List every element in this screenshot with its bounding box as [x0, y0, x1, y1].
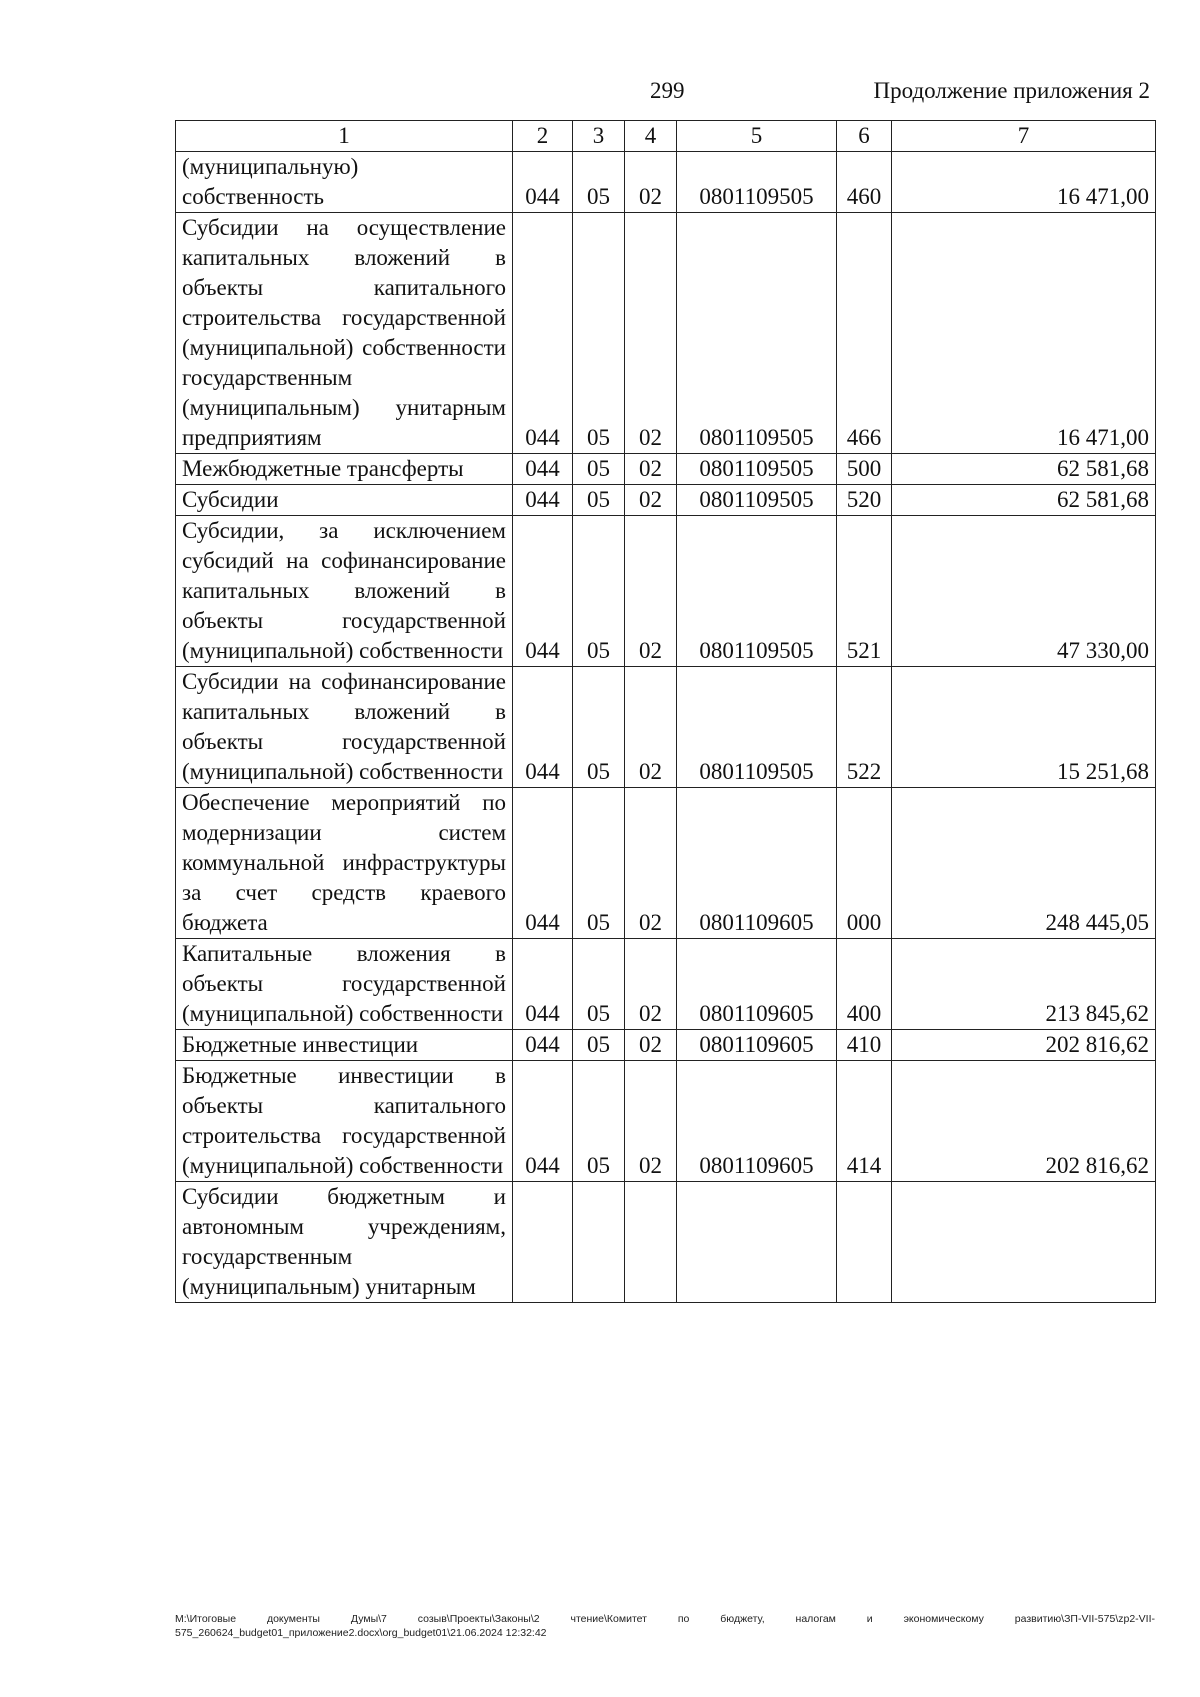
- row-code-cell: 466: [837, 213, 892, 454]
- row-code-cell: 044: [513, 788, 573, 939]
- page-number: 299: [650, 78, 685, 103]
- table-row: [176, 454, 1156, 485]
- table-row: [176, 1030, 1156, 1061]
- row-code-cell: 044: [513, 152, 573, 213]
- row-amount-cell: [892, 1182, 1156, 1303]
- row-code-cell: 044: [513, 516, 573, 667]
- row-name-cell: Субсидии на софинансирование капитальных вложений в объекты государственной (муниципальной) собственности: [176, 667, 513, 788]
- row-code-cell: 044: [513, 667, 573, 788]
- row-code-cell: [677, 1182, 837, 1303]
- row-code-cell: 02: [625, 213, 677, 454]
- row-code-cell: 05: [573, 667, 625, 788]
- row-code-cell: 0801109505: [677, 152, 837, 213]
- row-code-cell: 0801109605: [677, 1061, 837, 1182]
- row-code-cell: 044: [513, 1030, 573, 1061]
- table-row: [176, 485, 1156, 516]
- row-code-cell: 02: [625, 1061, 677, 1182]
- row-code-cell: 05: [573, 939, 625, 1030]
- row-amount-cell: 202 816,62: [892, 1061, 1156, 1182]
- column-header: 3: [573, 121, 625, 152]
- row-code-cell: 521: [837, 516, 892, 667]
- row-code-cell: 02: [625, 1030, 677, 1061]
- row-code-cell: 460: [837, 152, 892, 213]
- row-code-cell: 02: [625, 516, 677, 667]
- row-amount-cell: 15 251,68: [892, 667, 1156, 788]
- row-code-cell: 044: [513, 213, 573, 454]
- row-code-cell: 05: [573, 1061, 625, 1182]
- row-name-cell: (муниципальную) собственность: [176, 152, 513, 213]
- row-code-cell: 0801109605: [677, 1030, 837, 1061]
- column-header: 2: [513, 121, 573, 152]
- row-code-cell: 520: [837, 485, 892, 516]
- row-code-cell: 02: [625, 485, 677, 516]
- row-code-cell: 02: [625, 454, 677, 485]
- row-code-cell: 02: [625, 788, 677, 939]
- table-row: [176, 667, 1156, 788]
- row-code-cell: [625, 1182, 677, 1303]
- row-code-cell: 522: [837, 667, 892, 788]
- row-code-cell: 500: [837, 454, 892, 485]
- row-name-cell: Субсидии, за исключением субсидий на софинансирование капитальных вложений в объекты государственной (муниципальной) собственности: [176, 516, 513, 667]
- row-code-cell: 05: [573, 485, 625, 516]
- row-code-cell: 400: [837, 939, 892, 1030]
- row-amount-cell: 213 845,62: [892, 939, 1156, 1030]
- row-code-cell: 05: [573, 213, 625, 454]
- row-code-cell: 0801109605: [677, 939, 837, 1030]
- row-code-cell: 0801109505: [677, 454, 837, 485]
- row-amount-cell: 202 816,62: [892, 1030, 1156, 1061]
- row-code-cell: [513, 1182, 573, 1303]
- table-row: [176, 788, 1156, 939]
- row-code-cell: 044: [513, 1061, 573, 1182]
- row-code-cell: 02: [625, 667, 677, 788]
- row-code-cell: 044: [513, 939, 573, 1030]
- row-name-cell: Бюджетные инвестиции: [176, 1030, 513, 1061]
- row-amount-cell: 16 471,00: [892, 213, 1156, 454]
- row-name-cell: Бюджетные инвестиции в объекты капитального строительства государственной (муниципальной) собственности: [176, 1061, 513, 1182]
- row-code-cell: 000: [837, 788, 892, 939]
- row-code-cell: [837, 1182, 892, 1303]
- column-header: 7: [892, 121, 1156, 152]
- row-amount-cell: 16 471,00: [892, 152, 1156, 213]
- row-amount-cell: 62 581,68: [892, 485, 1156, 516]
- row-name-cell: Межбюджетные трансферты: [176, 454, 513, 485]
- table-row: [176, 213, 1156, 454]
- row-code-cell: 02: [625, 939, 677, 1030]
- row-code-cell: 05: [573, 152, 625, 213]
- column-header: 1: [176, 121, 513, 152]
- table-row: [176, 1182, 1156, 1303]
- row-code-cell: 410: [837, 1030, 892, 1061]
- row-code-cell: 05: [573, 788, 625, 939]
- row-code-cell: 02: [625, 152, 677, 213]
- table-row: [176, 516, 1156, 667]
- row-code-cell: 0801109505: [677, 213, 837, 454]
- row-name-cell: Обеспечение мероприятий по модернизации систем коммунальной инфраструктуры за счет средств краевого бюджета: [176, 788, 513, 939]
- table-header-row: [176, 121, 1156, 152]
- continuation-caption: Продолжение приложения 2: [873, 78, 1150, 103]
- row-name-cell: Субсидии: [176, 485, 513, 516]
- row-name-cell: Субсидии бюджетным и автономным учреждениям, государственным (муниципальным) унитарным: [176, 1182, 513, 1303]
- row-code-cell: 0801109505: [677, 485, 837, 516]
- row-amount-cell: 248 445,05: [892, 788, 1156, 939]
- row-code-cell: 414: [837, 1061, 892, 1182]
- row-code-cell: 05: [573, 516, 625, 667]
- row-code-cell: 0801109605: [677, 788, 837, 939]
- table-row: [176, 1061, 1156, 1182]
- row-code-cell: 05: [573, 454, 625, 485]
- document-path-footer: M:\Итоговые документы Думы\7 созыв\Проекты\Законы\2 чтение\Комитет по бюджету, налогам и экономическому развитию\ЗП-VII-575\zp2-VII-575_260624_budget01_приложение2.docx\org_budget01\21.06.2024 12:32:42: [175, 1613, 1155, 1639]
- row-name-cell: Капитальные вложения в объекты государственной (муниципальной) собственности: [176, 939, 513, 1030]
- row-code-cell: [573, 1182, 625, 1303]
- row-code-cell: 05: [573, 1030, 625, 1061]
- column-header: 4: [625, 121, 677, 152]
- table-row: [176, 152, 1156, 213]
- row-amount-cell: 62 581,68: [892, 454, 1156, 485]
- row-name-cell: Субсидии на осуществление капитальных вложений в объекты капитального строительства государственной (муниципальной) собственности государственным (муниципальным) унитарным предприятиям: [176, 213, 513, 454]
- column-header: 5: [677, 121, 837, 152]
- row-code-cell: 044: [513, 485, 573, 516]
- row-code-cell: 044: [513, 454, 573, 485]
- table-row: [176, 939, 1156, 1030]
- column-header: 6: [837, 121, 892, 152]
- row-code-cell: 0801109505: [677, 516, 837, 667]
- budget-table: [175, 120, 1156, 1303]
- row-code-cell: 0801109505: [677, 667, 837, 788]
- row-amount-cell: 47 330,00: [892, 516, 1156, 667]
